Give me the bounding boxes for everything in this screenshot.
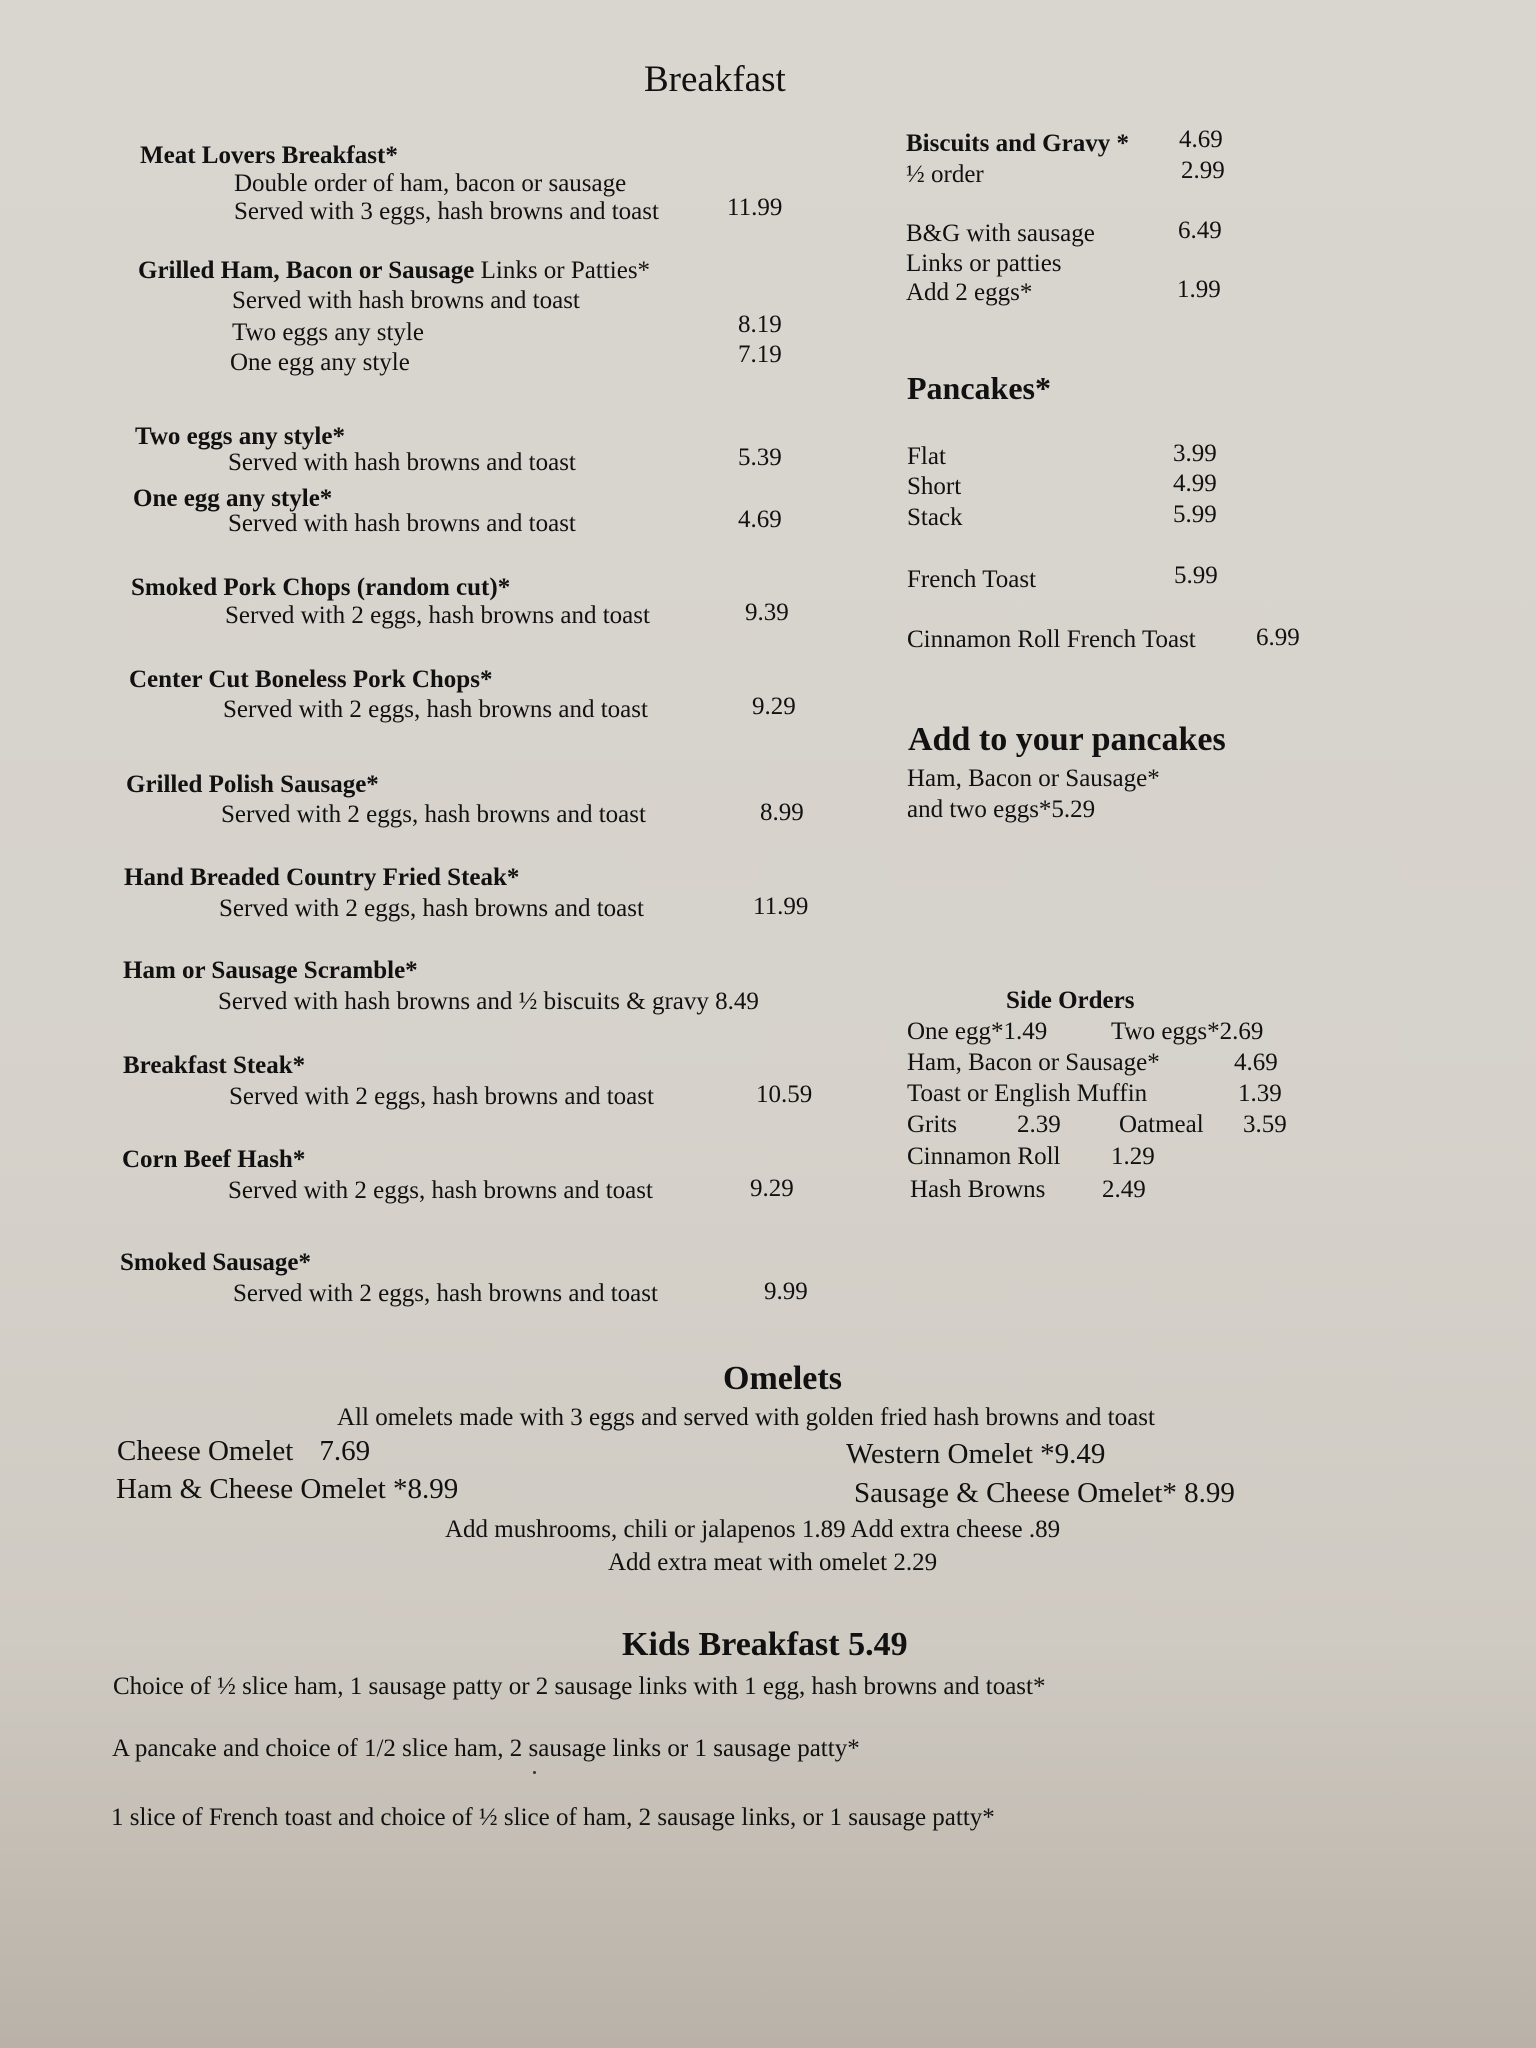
item-name: Two eggs any style* [135, 423, 345, 450]
breakfast-title: Breakfast [644, 59, 786, 100]
kids-line: Choice of ½ slice ham, 1 sausage patty or 2 sausage links with 1 egg, hash browns and toast* [113, 1673, 1046, 1700]
side-grits-price: 2.39 [1017, 1111, 1061, 1138]
item-price: 8.99 [760, 799, 804, 826]
item-desc: Served with 2 eggs, hash browns and toast [223, 696, 648, 723]
side-oatmeal: Oatmeal [1119, 1111, 1204, 1138]
item-name: Center Cut Boneless Pork Chops* [129, 666, 493, 693]
stray-dot [533, 1771, 536, 1774]
item-desc: Served with hash browns and toast [228, 510, 576, 537]
add-eggs-price: 1.99 [1177, 276, 1221, 303]
item-desc: Served with hash browns and toast [232, 287, 580, 314]
omelet-extra-meat: Add extra meat with omelet 2.29 [608, 1549, 938, 1576]
item-desc: Double order of ham, bacon or sausage [234, 170, 627, 197]
item-desc: Served with 3 eggs, hash browns and toast [234, 198, 659, 225]
pancake-price: 6.99 [1256, 624, 1300, 651]
side-hashbrowns: Hash Browns [910, 1176, 1046, 1203]
item-price: 4.69 [738, 506, 782, 533]
side-toast: Toast or English Muffin [907, 1080, 1148, 1107]
side-cinnamon-price: 1.29 [1111, 1143, 1155, 1170]
pancakes-title: Pancakes* [907, 370, 1051, 406]
item-price: 10.59 [756, 1081, 813, 1108]
item-desc: Served with 2 eggs, hash browns and toast [219, 895, 644, 922]
pancake-item: Flat [907, 443, 946, 470]
item-name: Smoked Pork Chops (random cut)* [131, 574, 511, 601]
add-pancakes-line: Ham, Bacon or Sausage* [907, 765, 1160, 792]
side-orders-title: Side Orders [1006, 987, 1135, 1014]
kids-line: 1 slice of French toast and choice of ½ slice of ham, 2 sausage links, or 1 sausage patty* [111, 1804, 995, 1831]
item-desc: Served with hash browns and ½ biscuits & gravy 8.49 [218, 988, 759, 1015]
omelet-ham-cheese: Ham & Cheese Omelet *8.99 [116, 1473, 459, 1505]
omelets-title: Omelets [723, 1360, 842, 1397]
side-one-egg: One egg*1.49 [907, 1018, 1048, 1045]
bg-sausage-price: 6.49 [1178, 217, 1222, 244]
item-name: Ham or Sausage Scramble* [123, 957, 418, 984]
pancake-price: 5.99 [1174, 562, 1218, 589]
omelet-addons: Add mushrooms, chili or jalapenos 1.89 Add extra cheese .89 [445, 1516, 1061, 1543]
links-or-patties: Links or patties [906, 250, 1062, 277]
bg-sausage: B&G with sausage [906, 220, 1095, 247]
item-desc: Served with 2 eggs, hash browns and toast [225, 602, 650, 629]
biscuits-half: ½ order [906, 161, 984, 188]
item-name: One egg any style* [133, 485, 333, 512]
item-name: Grilled Ham, Bacon or Sausage Links or Patties* [138, 257, 651, 284]
item-price: 9.99 [764, 1278, 808, 1305]
item-price: 9.39 [745, 599, 789, 626]
item-price: 9.29 [752, 693, 796, 720]
item-price: 9.29 [750, 1175, 794, 1202]
item-price: 11.99 [753, 893, 809, 920]
item-desc: Served with 2 eggs, hash browns and toast [233, 1280, 658, 1307]
side-meat: Ham, Bacon or Sausage* [907, 1049, 1160, 1076]
pancake-price: 4.99 [1173, 470, 1217, 497]
item-desc: Served with 2 eggs, hash browns and toast [221, 801, 646, 828]
kids-title: Kids Breakfast 5.49 [622, 1626, 908, 1663]
item-price: 5.39 [738, 444, 782, 471]
omelets-subtitle: All omelets made with 3 eggs and served with golden fried hash browns and toast [337, 1404, 1155, 1431]
pancake-item: Stack [907, 504, 963, 531]
biscuits-name: Biscuits and Gravy * [906, 130, 1129, 157]
item-desc: Served with hash browns and toast [228, 449, 576, 476]
item-name: Grilled Polish Sausage* [126, 771, 379, 798]
item-name: Corn Beef Hash* [122, 1146, 306, 1173]
omelet-western: Western Omelet *9.49 [846, 1438, 1106, 1470]
item-price: 7.19 [738, 341, 782, 368]
side-toast-price: 1.39 [1238, 1080, 1282, 1107]
item-name: Smoked Sausage* [120, 1249, 312, 1276]
pancake-item: Short [907, 473, 962, 500]
side-meat-price: 4.69 [1234, 1049, 1278, 1076]
pancake-item: French Toast [907, 566, 1037, 593]
pancake-price: 3.99 [1173, 440, 1217, 467]
side-grits: Grits [907, 1111, 957, 1138]
item-price: 11.99 [727, 194, 783, 221]
item-name: Meat Lovers Breakfast* [140, 142, 398, 169]
side-hashbrowns-price: 2.49 [1102, 1176, 1146, 1203]
omelet-cheese: Cheese Omelet 7.69 [117, 1435, 371, 1467]
side-two-eggs: Two eggs*2.69 [1111, 1018, 1264, 1045]
item-name: Breakfast Steak* [123, 1052, 306, 1079]
item-option: Two eggs any style [232, 319, 424, 346]
omelet-sausage-cheese: Sausage & Cheese Omelet* 8.99 [854, 1477, 1235, 1509]
kids-line: A pancake and choice of 1/2 slice ham, 2 sausage links or 1 sausage patty* [112, 1735, 860, 1762]
pancake-item: Cinnamon Roll French Toast [907, 626, 1196, 653]
item-name: Hand Breaded Country Fried Steak* [124, 864, 520, 891]
item-desc: Served with 2 eggs, hash browns and toast [229, 1083, 654, 1110]
item-desc: Served with 2 eggs, hash browns and toast [228, 1177, 653, 1204]
item-price: 8.19 [738, 311, 782, 338]
item-option: One egg any style [230, 349, 410, 376]
add-eggs: Add 2 eggs* [906, 279, 1033, 306]
side-cinnamon: Cinnamon Roll [907, 1143, 1061, 1170]
biscuits-half-price: 2.99 [1181, 157, 1225, 184]
pancake-price: 5.99 [1173, 501, 1217, 528]
side-oatmeal-price: 3.59 [1243, 1111, 1287, 1138]
add-pancakes-line: and two eggs*5.29 [907, 796, 1096, 823]
biscuits-price: 4.69 [1179, 126, 1223, 153]
add-pancakes-title: Add to your pancakes [908, 721, 1226, 758]
